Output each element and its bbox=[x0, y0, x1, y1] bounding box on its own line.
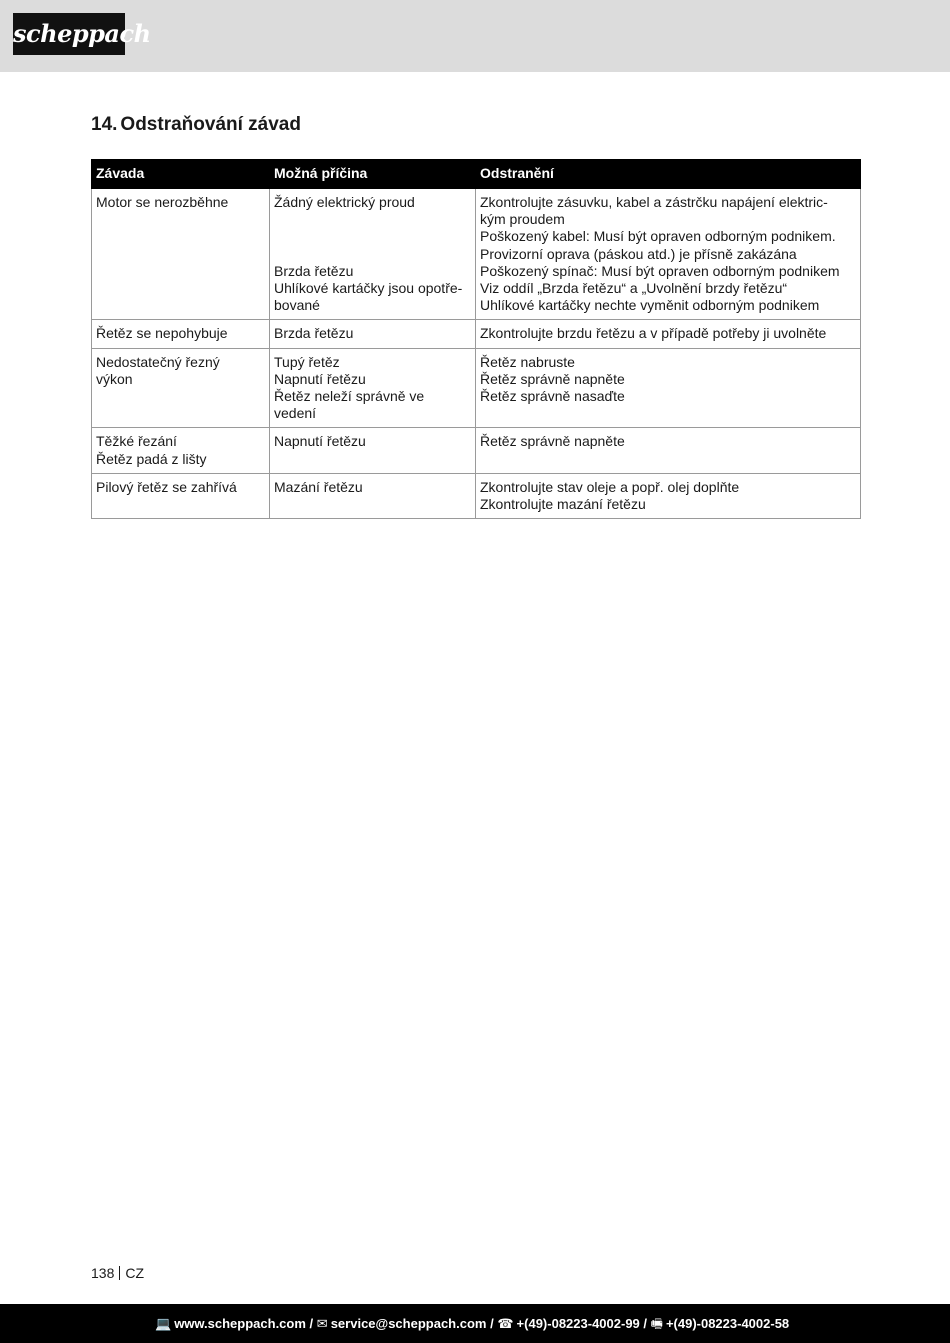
table-row bbox=[92, 428, 861, 473]
fault-text: Řetěz se nepohybuje bbox=[96, 325, 228, 342]
cause-cell bbox=[270, 320, 476, 348]
page-number-divider bbox=[119, 1266, 120, 1280]
cause-text: Mazání řetězu bbox=[274, 478, 363, 495]
fault-text: Těžké řezání bbox=[96, 433, 177, 450]
remedy-text: Řetěz správně nasaďte bbox=[480, 388, 625, 405]
table-row bbox=[92, 189, 861, 320]
cause-text: Tupý řetěz bbox=[274, 353, 340, 370]
fault-cell bbox=[92, 189, 270, 320]
footer-contact-line bbox=[155, 1315, 789, 1337]
header-band bbox=[0, 0, 950, 72]
table-row bbox=[92, 473, 861, 518]
footer-email-link[interactable]: service@scheppach.com bbox=[330, 1316, 487, 1331]
fault-cell bbox=[92, 320, 270, 348]
page-number bbox=[91, 1265, 144, 1281]
remedy-text: Poškozený kabel: Musí být opraven odborným podnikem. bbox=[480, 228, 836, 245]
table-header-row bbox=[92, 160, 861, 189]
footer-separator: / bbox=[309, 1316, 314, 1331]
cause-text: Řetěz neleží správně ve bbox=[274, 388, 425, 405]
remedy-text: Řetěz správně napněte bbox=[480, 370, 625, 387]
remedy-cell bbox=[476, 428, 861, 473]
remedy-text: Provizorní oprava (páskou atd.) je přísně zakázána bbox=[480, 245, 797, 262]
remedy-text: Řetěz správně napněte bbox=[480, 433, 625, 450]
footer-separator: / bbox=[490, 1316, 494, 1331]
remedy-cell bbox=[476, 320, 861, 348]
fault-text: Motor se nerozběhne bbox=[96, 194, 229, 210]
cause-text: Uhlíkové kartáčky jsou opotře- bbox=[274, 280, 463, 296]
cause-cell bbox=[270, 428, 476, 473]
page-number-value: 138 bbox=[91, 1265, 115, 1281]
column-header-fault: Závada bbox=[92, 160, 270, 189]
cause-text: Napnutí řetězu bbox=[274, 370, 366, 387]
table-row bbox=[92, 320, 861, 348]
fault-text: Řetěz padá z lišty bbox=[96, 450, 207, 467]
page-language: CZ bbox=[125, 1265, 145, 1281]
remedy-cell bbox=[476, 348, 861, 428]
cause-text: Žádný elektrický proud bbox=[274, 194, 415, 210]
troubleshooting-table bbox=[91, 159, 861, 519]
remedy-text: Zkontrolujte brzdu řetězu a v případě potřeby ji uvolněte bbox=[480, 325, 827, 342]
fault-cell bbox=[92, 348, 270, 428]
footer-band bbox=[0, 1304, 950, 1343]
cause-spacer bbox=[274, 211, 471, 263]
remedy-text: Viz oddíl „Brzda řetězu“ a „Uvolnění brzdy řetězu“ bbox=[480, 280, 788, 297]
fault-text: Pilový řetěz se zahřívá bbox=[96, 478, 237, 495]
remedy-text: Zkontrolujte stav oleje a popř. olej doplňte bbox=[480, 478, 740, 495]
cause-text: bované bbox=[274, 297, 320, 314]
column-header-remedy: Odstranění bbox=[476, 160, 861, 189]
fault-cell bbox=[92, 473, 270, 518]
remedy-text: Zkontrolujte zásuvku, kabel a zástrčku napájení elektric- bbox=[480, 194, 828, 210]
remedy-cell bbox=[476, 189, 861, 320]
laptop-icon: 💻 bbox=[155, 1316, 172, 1331]
footer-fax: +(49)-08223-4002-58 bbox=[665, 1316, 790, 1331]
remedy-text: Uhlíkové kartáčky nechte vyměnit odborným podnikem bbox=[480, 297, 820, 314]
remedy-cell bbox=[476, 473, 861, 518]
cause-text: Brzda řetězu bbox=[274, 262, 354, 279]
remedy-text: Poškozený spínač: Musí být opraven odborným podnikem bbox=[480, 262, 840, 279]
fault-cell bbox=[92, 428, 270, 473]
table-row bbox=[92, 348, 861, 428]
footer-phone: +(49)-08223-4002-99 bbox=[516, 1316, 640, 1331]
mail-icon: ✉ bbox=[316, 1316, 328, 1331]
section-title-text: Odstraňování závad bbox=[120, 114, 301, 135]
cause-cell bbox=[270, 473, 476, 518]
section-number: 14. bbox=[91, 114, 118, 135]
phone-icon: ☎ bbox=[497, 1316, 514, 1331]
cause-text: Napnutí řetězu bbox=[274, 433, 366, 450]
fax-icon: 🖷 bbox=[650, 1316, 663, 1331]
section-title bbox=[91, 114, 301, 136]
fault-text: výkon bbox=[96, 370, 133, 387]
fault-text: Nedostatečný řezný bbox=[96, 353, 220, 370]
remedy-text: Zkontrolujte mazání řetězu bbox=[480, 496, 646, 513]
remedy-text: Řetěz nabruste bbox=[480, 353, 575, 370]
footer-website-link[interactable]: www.scheppach.com bbox=[174, 1316, 306, 1331]
cause-text: vedení bbox=[274, 405, 317, 422]
cause-cell bbox=[270, 189, 476, 320]
column-header-cause: Možná příčina bbox=[270, 160, 476, 189]
cause-cell bbox=[270, 348, 476, 428]
cause-text: Brzda řetězu bbox=[274, 325, 354, 342]
footer-separator: / bbox=[643, 1316, 648, 1331]
scheppach-logo: scheppach bbox=[13, 13, 125, 55]
remedy-text: kým proudem bbox=[480, 211, 565, 228]
